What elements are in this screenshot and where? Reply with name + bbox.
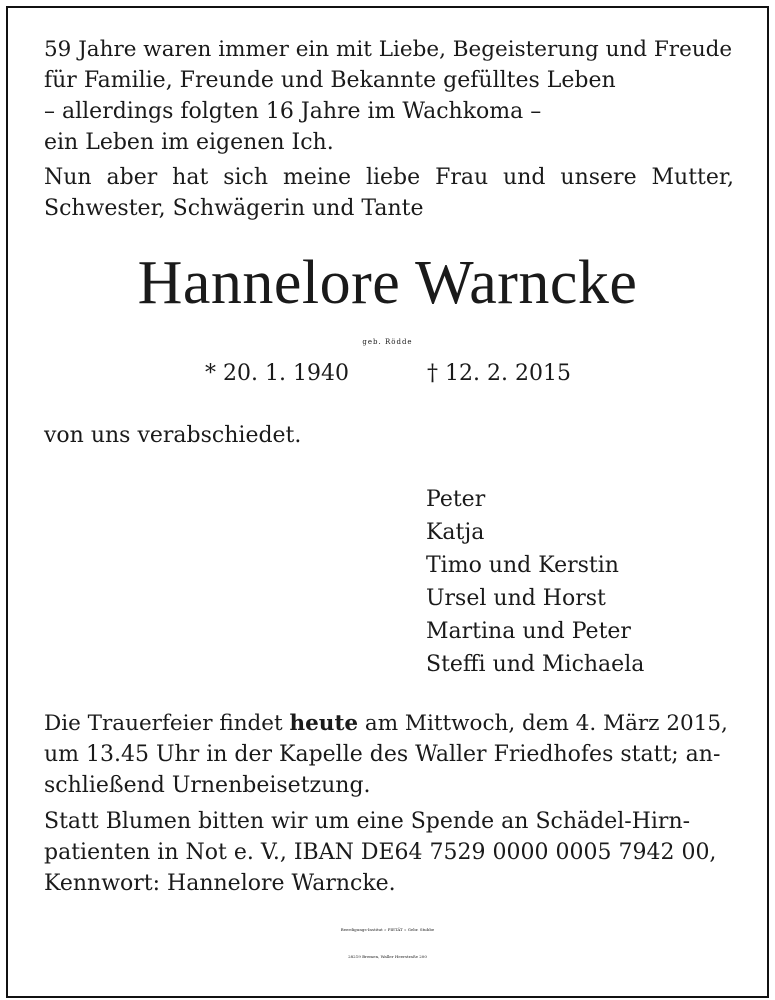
undertaker-line-1: Beerdigungs-Institut » PIETÄT « Gebr. Stubbe — [340, 927, 435, 932]
ceremony-text: Die Trauerfeier findet — [44, 711, 290, 736]
mourner-name: Ursel und Horst — [426, 586, 606, 611]
ceremony-line-1 — [44, 708, 728, 739]
mourners-list — [426, 483, 644, 681]
announcement-line-2: Schwester, Schwägerin und Tante — [44, 196, 424, 221]
intro-line-3: – allerdings folgten 16 Jahre im Wachkoma – — [44, 99, 542, 124]
donation-line-2: patienten in Not e. V., IBAN DE64 7529 0000 0005 7942 00, — [44, 840, 717, 865]
donation-line-1: Statt Blumen bitten wir um eine Spende an Schädel-Hirn- — [44, 809, 691, 834]
intro-line-1: 59 Jahre waren immer ein mit Liebe, Begeisterung und Freude — [44, 37, 733, 62]
mourner-name: Katja — [426, 520, 485, 545]
ceremony-line-2: um 13.45 Uhr in der Kapelle des Waller Friedhofes statt; an- — [44, 742, 721, 767]
deceased-name: Hannelore Warncke — [137, 249, 638, 317]
donation-line-3: Kennwort: Hannelore Warncke. — [44, 871, 396, 896]
intro-line-2: für Familie, Freunde und Bekannte gefülltes Leben — [44, 68, 616, 93]
mourner-name: Steffi und Michaela — [426, 652, 645, 677]
mourner-name: Peter — [426, 487, 486, 512]
mourner-name: Timo und Kerstin — [426, 553, 619, 578]
ceremony-today: heute — [289, 711, 359, 736]
ceremony-line-3: schließend Urnenbeisetzung. — [44, 773, 371, 798]
death-date: † 12. 2. 2015 — [427, 361, 571, 386]
ceremony-text: am Mittwoch, dem 4. März 2015, — [358, 711, 728, 736]
intro-line-4: ein Leben im eigenen Ich. — [44, 130, 334, 155]
birth-name: geb. Rödde — [362, 338, 413, 346]
farewell-text: von uns verabschiedet. — [44, 423, 302, 448]
mourner-name: Martina und Peter — [426, 619, 631, 644]
birth-date: * 20. 1. 1940 — [205, 361, 349, 386]
undertaker-line-2: 28219 Bremen, Waller Heerstraße 200 — [348, 954, 427, 959]
announcement-line-1: Nun aber hat sich meine liebe Frau und unsere Mutter, — [44, 165, 734, 190]
